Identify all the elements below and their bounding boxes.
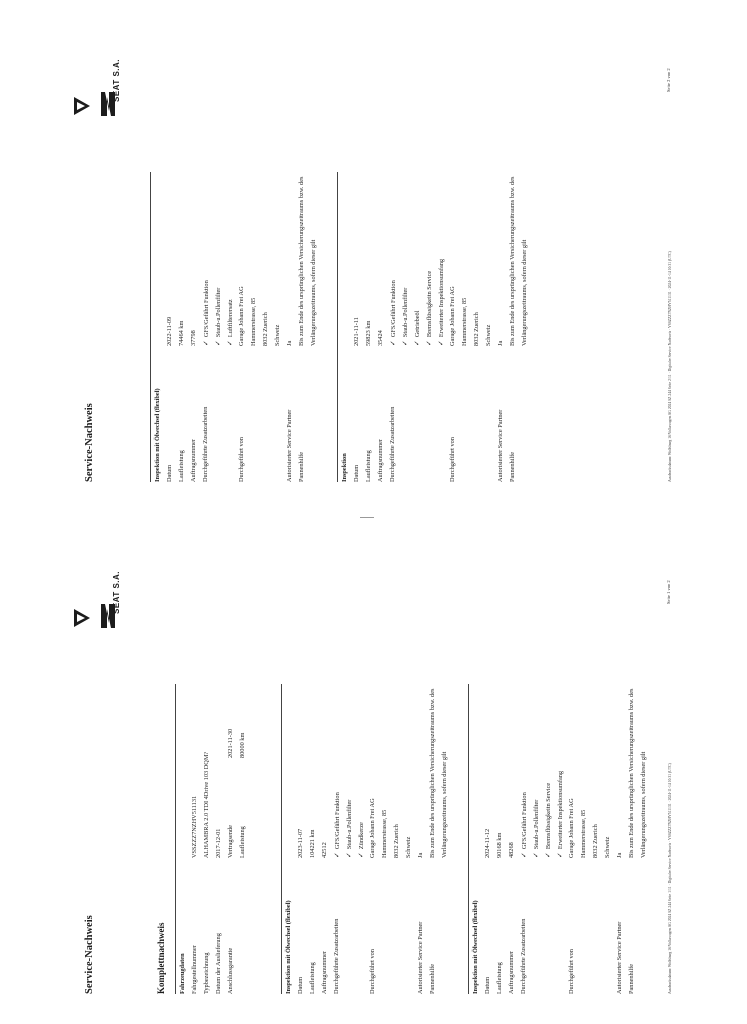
checkmark-icon: ✓ (556, 852, 564, 858)
checkmark-icon: ✓ (437, 340, 445, 346)
page-footer: Ausdrucksdatum: Wolfsburg 16/Volkswagen AG 2024 SZ 244 Seite 1/11 · Digitaler Service Nachweis · VSSZZZ7NZHV511131 · 2024-11-14 10:31 (UTC) (668, 763, 672, 994)
inspection-block-2: Inspektion mit Ölwechsel (flexibel) Datum 2024-11-12 Laufleistung 90168 km Auftragsnummer 48268 Durchgeführte Zusatzarbeiten ✓GFS/Gefährt Funktion ✓Staub-u.Pollenfilter ✓Bremsflüssigkeitn Service ✓Erweiterter Inspektionsumfang Durchgeführt von Garage Johann Frei AG Hammerstrasse, 85 8032 Zuerich Schweiz Autorisierter Service Partner Ja Pannenhilfe Bis zum Ende des ursprünglichen Versicherungszeitraums bzw. des Verlängerungszeitraums, sofern dieser gilt (468, 674, 648, 994)
inspection-block-1: Inspektion mit Ölwechsel (flexibel) Datum 2023-11-07 Laufleistung 104221 km Auftragsnummer 42512 Durchgeführte Zusatzarbeiten ✓GFS/Gefährt Funktion ✓Staub-u.Pollenfilter ✓Zündkerze Durchgeführt von Garage Johann Frei AG Hammerstrasse, 85 8032 Zuerich Schweiz Autorisierter Service Partner Ja Pannenhilfe Bis zum Ende des ursprünglichen Versicherungszeitraums bzw. des Verlängerungszeitraums, sofern dieser gilt (281, 674, 461, 994)
page-number: Seite 1 von 2 (666, 580, 671, 604)
document-title: Service-Nachweis (84, 915, 95, 994)
inspection-block-4: Inspektion Datum 2021-11-11 Laufleistung 59823 km Auftragsnummer 35424 Durchgeführte Zusatzarbeiten ✓GFS/Gefährt Funktion ✓Staub-u.Pollenfilter ✓Getriebeöl ✓Bremsflüssigkeitn Service ✓Erweiterter Inspektionsumfang Durchgeführt von Garage Johann Frei AG Hammerstrasse, 85 8032 Zuerich Schweiz Autorisierter Service Partner Ja Pannenhilfe Bis zum Ende des ursprünglichen Versicherungszeitraums bzw. des Verlängerungszeitraums, sofern dieser gilt (337, 162, 547, 482)
seat-emblem-icon (70, 607, 92, 629)
checkmark-icon: ✓ (389, 340, 397, 346)
inspection-title: Inspektion mit Ölwechsel (flexibel) (285, 900, 292, 994)
checkmark-icon: ✓ (425, 340, 433, 346)
vehicle-data-block: Fahrzeugdaten Fahrgestellnummer VSSZZZ7NZHV511131 Typbezeichnung ALHAMBRA 2.0 TDI 4Drive 103 DQM? Datum der Auslieferung 2017-12-01 Anschlussgarantie Vertragsende 2021-11-30 Laufleistung 80000 km (175, 674, 275, 994)
section-title: Komplettnachweis (156, 922, 166, 994)
checkmark-icon: ✓ (202, 340, 210, 346)
vehicle-title: Fahrzeugdaten (179, 953, 186, 994)
checkmark-icon: ✓ (532, 852, 540, 858)
inspection-title: Inspektion mit Ölwechsel (flexibel) (154, 388, 161, 482)
document-page-1 (0, 512, 747, 1024)
checkmark-icon: ✓ (544, 852, 552, 858)
inspection-title: Inspektion (341, 453, 348, 482)
checkmark-icon: ✓ (333, 852, 341, 858)
checkmark-icon: ✓ (401, 340, 409, 346)
page-footer: Ausdrucksdatum: Wolfsburg 16/Volkswagen AG 2024 SZ 244 Seite 2/11 · Digitaler Service Nachweis · VSSZZZ7NZHV511131 · 2024-11-14 10:31 (UTC) (668, 251, 672, 482)
checkmark-icon: ✓ (226, 340, 234, 346)
seat-emblem-icon (70, 95, 92, 117)
checkmark-icon: ✓ (413, 340, 421, 346)
page-number: Seite 2 von 2 (666, 68, 671, 92)
checkmark-icon: ✓ (214, 340, 222, 346)
checkmark-icon: ✓ (345, 852, 353, 858)
inspection-block-3: Inspektion mit Ölwechsel (flexibel) Datum 2022-11-09 Laufleistung 74464 km Auftragsnummer 37798 Durchgeführte Zusatzarbeiten ✓GFS/Gefährt Funktion ✓Staub-u.Pollenfilter ✓Luftfilterersatz Durchgeführt von Garage Johann Frei AG Hammerstrasse, 85 8032 Zuerich Schweiz Autorisierter Service Partner Ja Pannenhilfe Bis zum Ende des ursprünglichen Versicherungszeitraums bzw. des Verlängerungszeitraums, sofern dieser gilt (150, 162, 330, 482)
checkmark-icon: ✓ (357, 852, 365, 858)
brand-name: SEAT S.A. (112, 570, 121, 614)
brand-name: SEAT S.A. (112, 58, 121, 102)
inspection-title: Inspektion mit Ölwechsel (flexibel) (472, 900, 479, 994)
page-divider (360, 517, 374, 518)
checkmark-icon: ✓ (520, 852, 528, 858)
document-title: Service-Nachweis (84, 403, 95, 482)
